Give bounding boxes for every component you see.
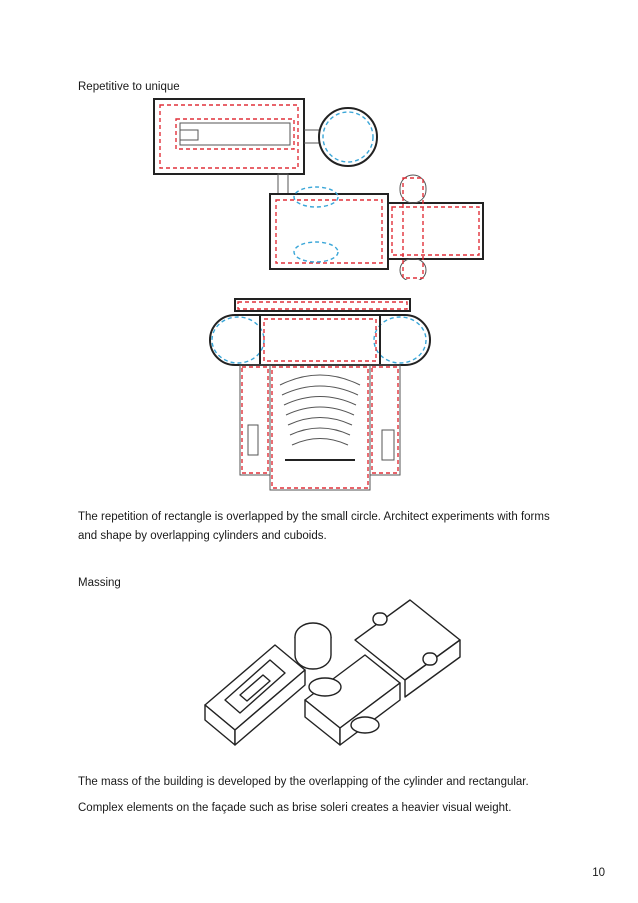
paragraph-repetition: The repetition of rectangle is overlapped by the small circle. Architect experiments with forms and shape by overlapping cylinders and cuboids. (78, 511, 550, 542)
plan-diagram-lower (200, 295, 440, 500)
section-heading-massing: Massing (78, 577, 121, 589)
plan-diagram-upper (150, 95, 490, 280)
page-number: 10 (592, 867, 605, 879)
paragraph-massing (78, 773, 578, 825)
paragraph-massing-line-2: Complex elements on the façade such as brise soleri creates a heavier visual weight. (78, 802, 512, 814)
paragraph-massing-line-1: The mass of the building is developed by the overlapping of the cylinder and rectangular. (78, 776, 529, 788)
massing-axonometric-diagram (195, 595, 475, 755)
section-heading-repetitive: Repetitive to unique (78, 81, 180, 93)
